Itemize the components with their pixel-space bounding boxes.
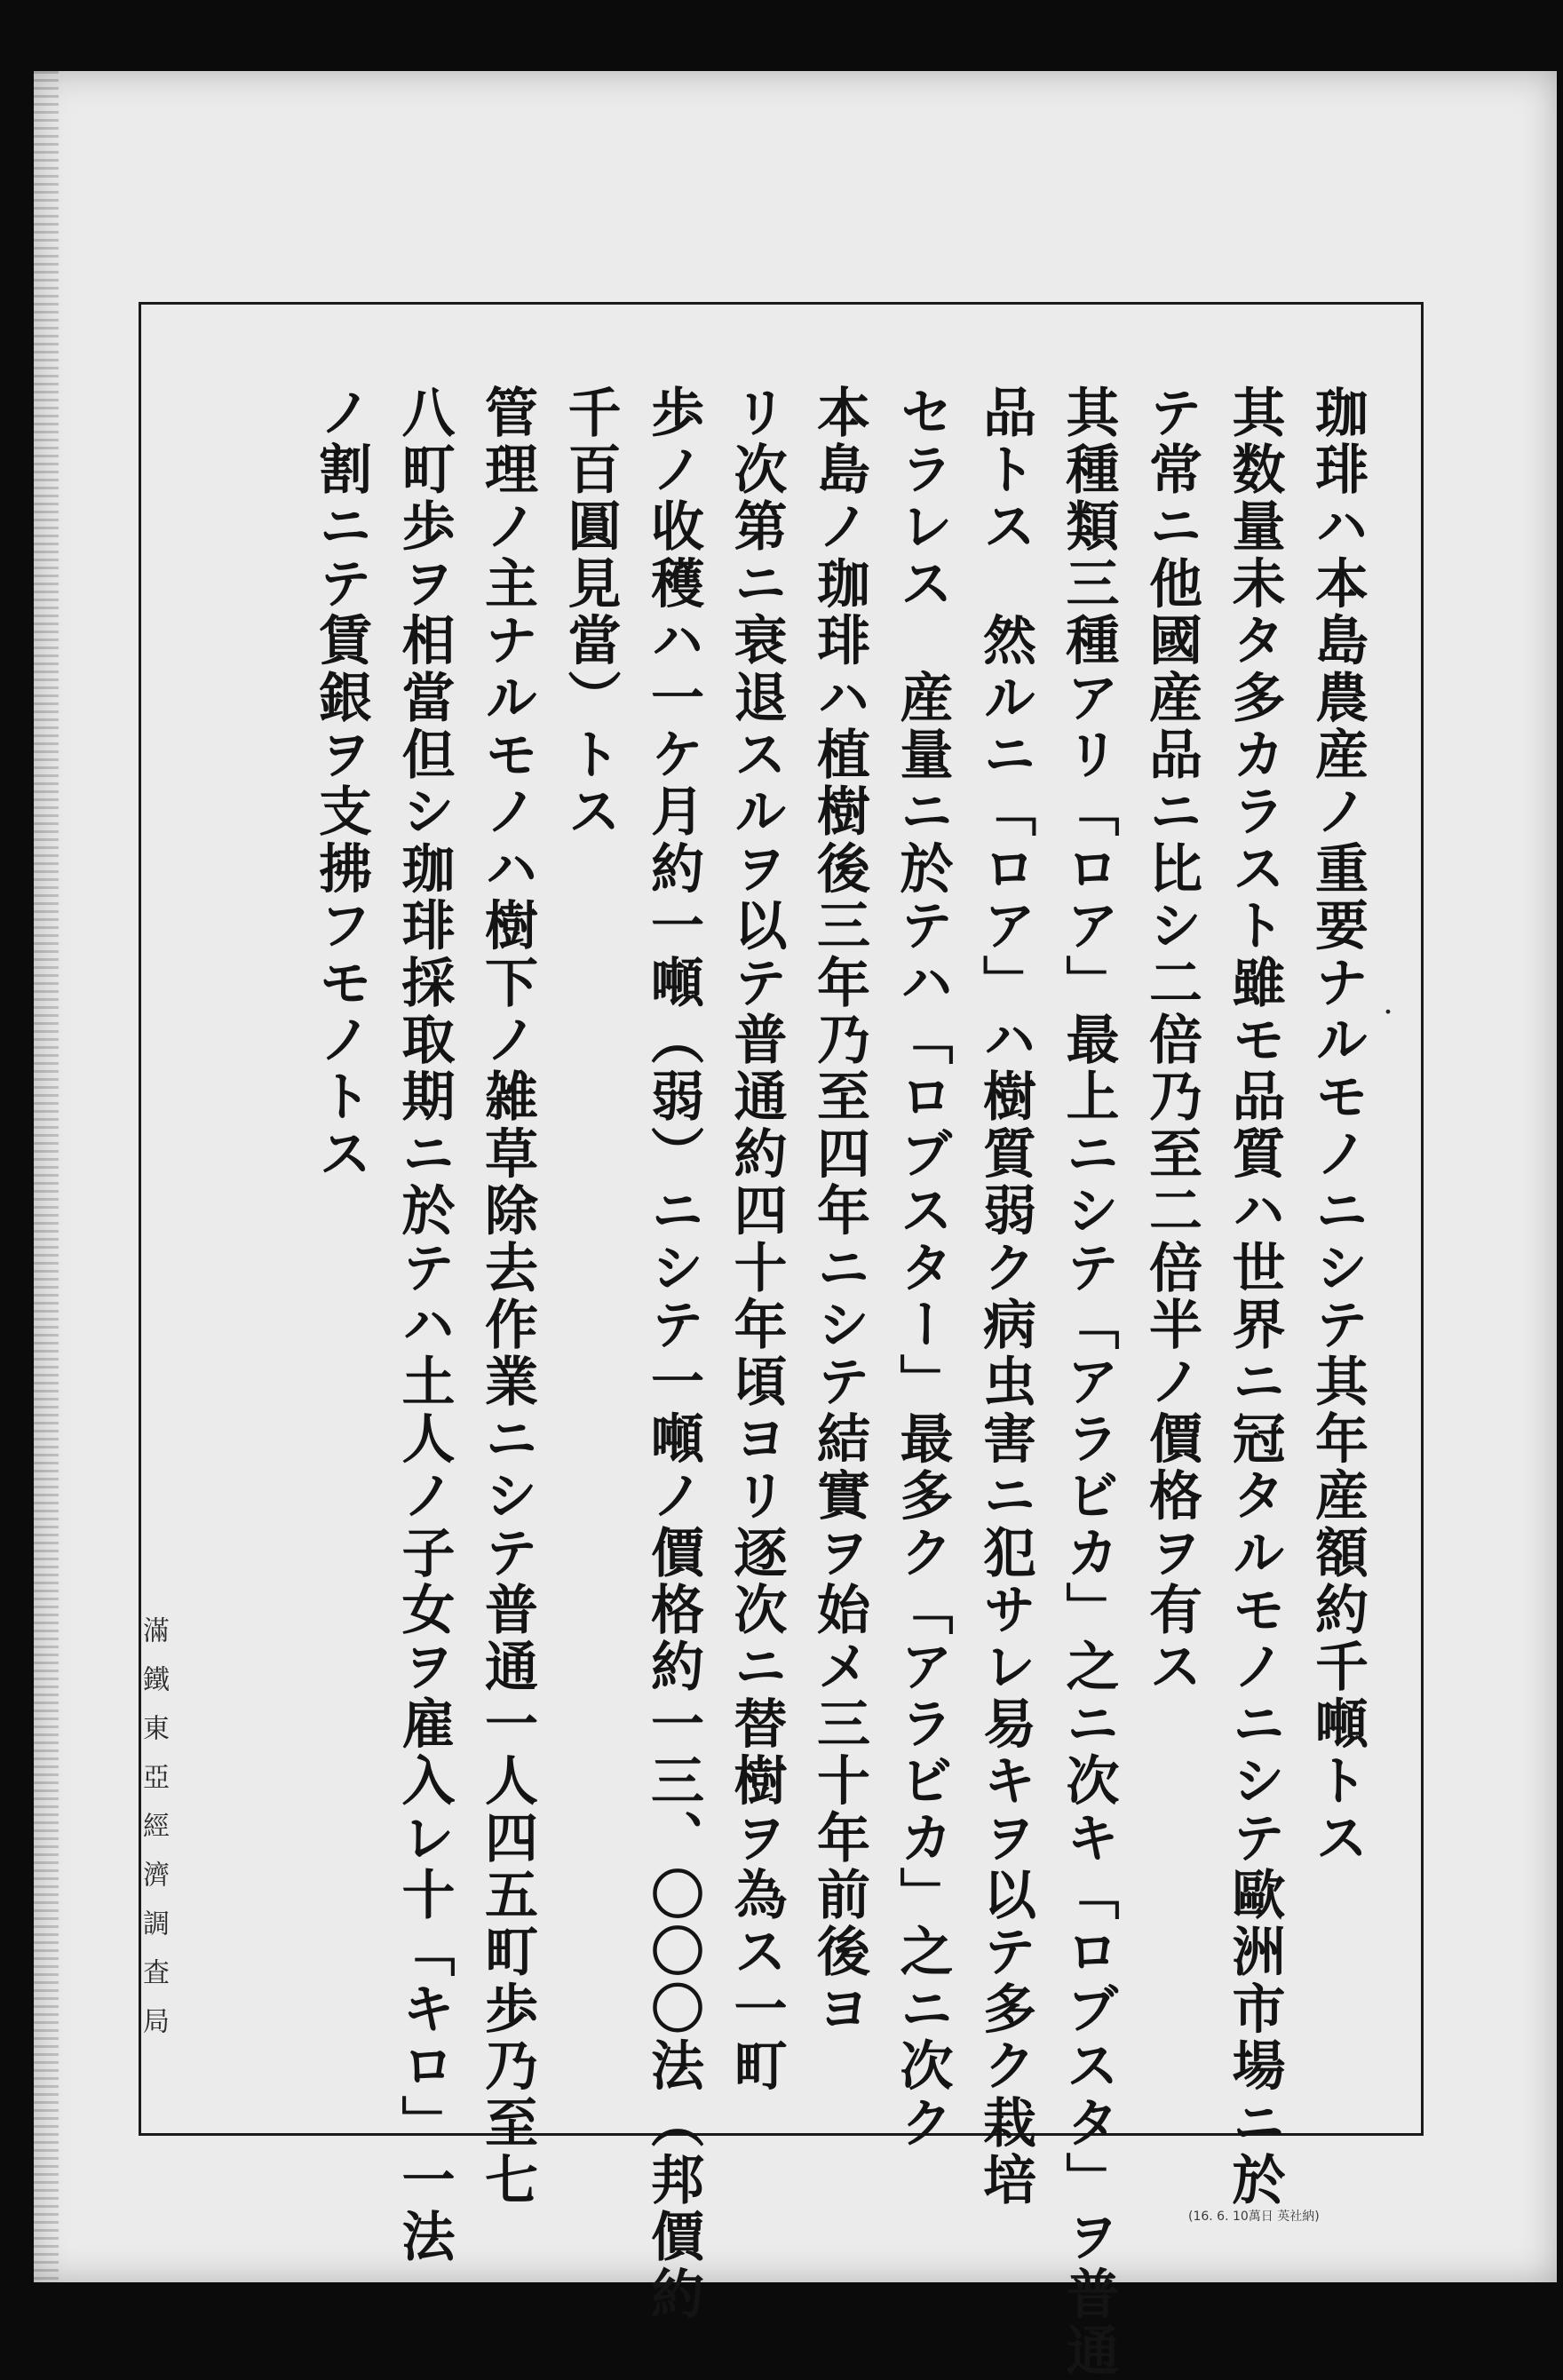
form-code: (16. 6. 10萬日 英社納): [1188, 2209, 1320, 2224]
text-column: 本島ノ珈琲ハ植樹後三年乃至四年ニシテ結實ヲ始メ三十年前後ヨ: [808, 385, 870, 2038]
margin-dot: ・: [1377, 1000, 1400, 1027]
text-column: 歩ノ收穫ハ一ケ月約一噸（弱）ニシテ一噸ノ價格約一三、〇〇〇法（邦價約: [642, 385, 704, 2323]
text-column: 其種類三種アリ「ロア」最上ニシテ「アラビカ」之ニ次キ「ロブスタ」ヲ普通: [1057, 385, 1120, 2380]
text-column: 八町歩ヲ相當但シ珈琲採取期ニ於テハ土人ノ子女ヲ雇入レ十「キロ」一法: [393, 385, 456, 2266]
document-page: [34, 71, 1557, 2380]
text-column: 管理ノ主ナルモノハ樹下ノ雑草除去作業ニシテ普通一人四五町歩乃至七: [476, 385, 538, 2209]
text-column: 其数量未タ多カラスト雖モ品質ハ世界ニ冠タルモノニシテ歐洲市場ニ於: [1223, 385, 1286, 2209]
text-column: ノ割ニテ賃銀ヲ支拂フモノトス: [310, 385, 372, 1183]
text-column: 品トス 然ルニ「ロア」ハ樹質弱ク病虫害ニ犯サレ易キヲ以テ多ク栽培: [974, 385, 1036, 2209]
text-column: 珈琲ハ本島農産ノ重要ナルモノニシテ其年産額約千噸トス: [1306, 385, 1369, 1868]
publisher-imprint: 滿鐵東亞經濟調査局: [138, 1616, 169, 2056]
text-column: 千百圓見當）トス: [559, 385, 622, 841]
text-column: セラレス 産量ニ於テハ「ロブスター」最多ク「アラビカ」之ニ次ク: [891, 385, 954, 2153]
text-column: テ常ニ他國産品ニ比シ二倍乃至二倍半ノ價格ヲ有ス: [1140, 385, 1202, 1696]
text-column: リ次第ニ衰退スルヲ以テ普通約四十年頃ヨリ逐次ニ替樹ヲ為ス一町: [725, 385, 788, 2095]
